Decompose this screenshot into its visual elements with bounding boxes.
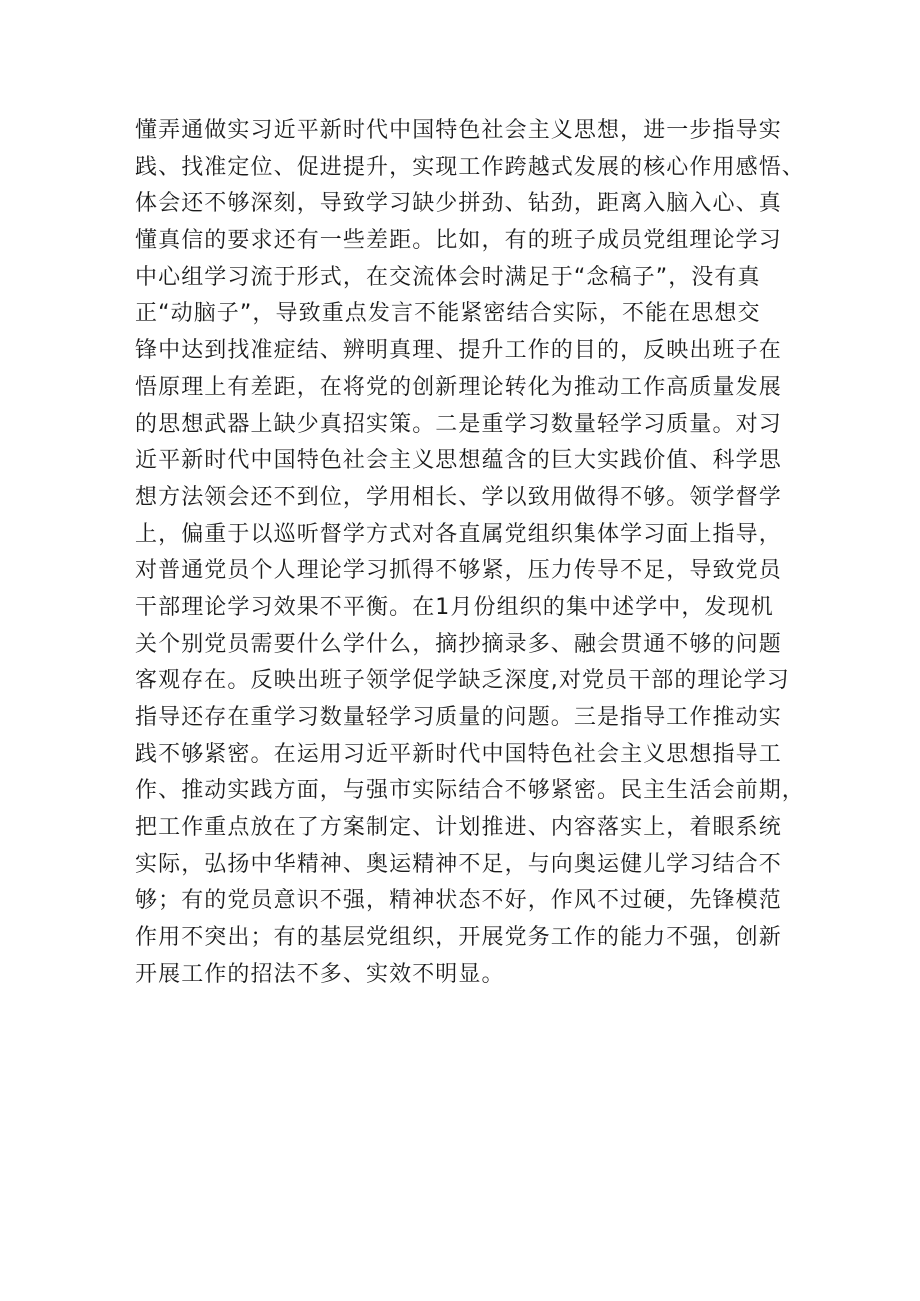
text-line-5: 中心组学习流于形式，在交流体会时满足于“念稿子”，没有真 [135, 264, 761, 290]
text-line-24: 开展工作的招法不多、实效不明显。 [135, 961, 505, 987]
text-line-4: 懂真信的要求还有一些差距。比如，有的班子成员党组理论学习 [135, 228, 782, 254]
text-line-19: 作、推动实践方面，与强市实际结合不够紧密。民主生活会前期， [135, 778, 805, 804]
text-line-12: 上，偏重于以巡听督学方式对各直属党组织集体学习面上指导， [135, 521, 782, 547]
text-line-14: 干部理论学习效果不平衡。在1月份组织的集中述学中，发现机 [135, 594, 774, 620]
text-line-7: 锋中达到找准症结、辨明真理、提升工作的目的，反映出班子在 [135, 338, 782, 364]
text-line-8: 悟原理上有差距，在将党的创新理论转化为推动工作高质量发展 [135, 374, 782, 400]
text-line-18: 践不够紧密。在运用习近平新时代中国特色社会主义思想指导工 [135, 741, 782, 767]
text-line-17: 指导还存在重学习数量轻学习质量的问题。三是指导工作推动实 [135, 705, 782, 730]
text-line-20: 把工作重点放在了方案制定、计划推进、内容落实上，着眼系统 [135, 815, 782, 841]
text-line-10: 近平新时代中国特色社会主义思想蕴含的巨大实践价值、科学思 [135, 448, 782, 474]
text-line-22: 够；有的党员意识不强，精神状态不好，作风不过硬，先锋模范 [135, 888, 782, 914]
text-line-16: 客观存在。反映出班子领学促学缺乏深度,对党员干部的理论学习 [135, 668, 790, 694]
body-paragraph [135, 113, 805, 994]
text-line-15: 关个别党员需要什么学什么，摘抄摘录多、融会贯通不够的问题 [135, 631, 782, 657]
text-line-11: 想方法领会还不到位，学用相长、学以致用做得不够。领学督学 [135, 484, 782, 510]
text-line-6: 正“动脑子”，导致重点发言不能紧密结合实际，不能在思想交 [135, 301, 761, 327]
text-line-13: 对普通党员个人理论学习抓得不够紧，压力传导不足，导致党员 [135, 558, 782, 584]
text-line-23: 作用不突出；有的基层党组织，开展党务工作的能力不强，创新 [135, 925, 782, 951]
text-line-2: 践、找准定位、促进提升，实现工作跨越式发展的核心作用感悟、 [135, 154, 805, 180]
text-line-1: 懂弄通做实习近平新时代中国特色社会主义思想，进一步指导实 [135, 118, 782, 143]
text-line-21: 实际，弘扬中华精神、奥运精神不足，与向奥运健儿学习结合不 [135, 851, 782, 877]
text-line-9: 的思想武器上缺少真招实策。二是重学习数量轻学习质量。对习 [135, 411, 782, 437]
text-line-3: 体会还不够深刻，导致学习缺少拼劲、钻劲，距离入脑入心、真 [135, 191, 782, 217]
